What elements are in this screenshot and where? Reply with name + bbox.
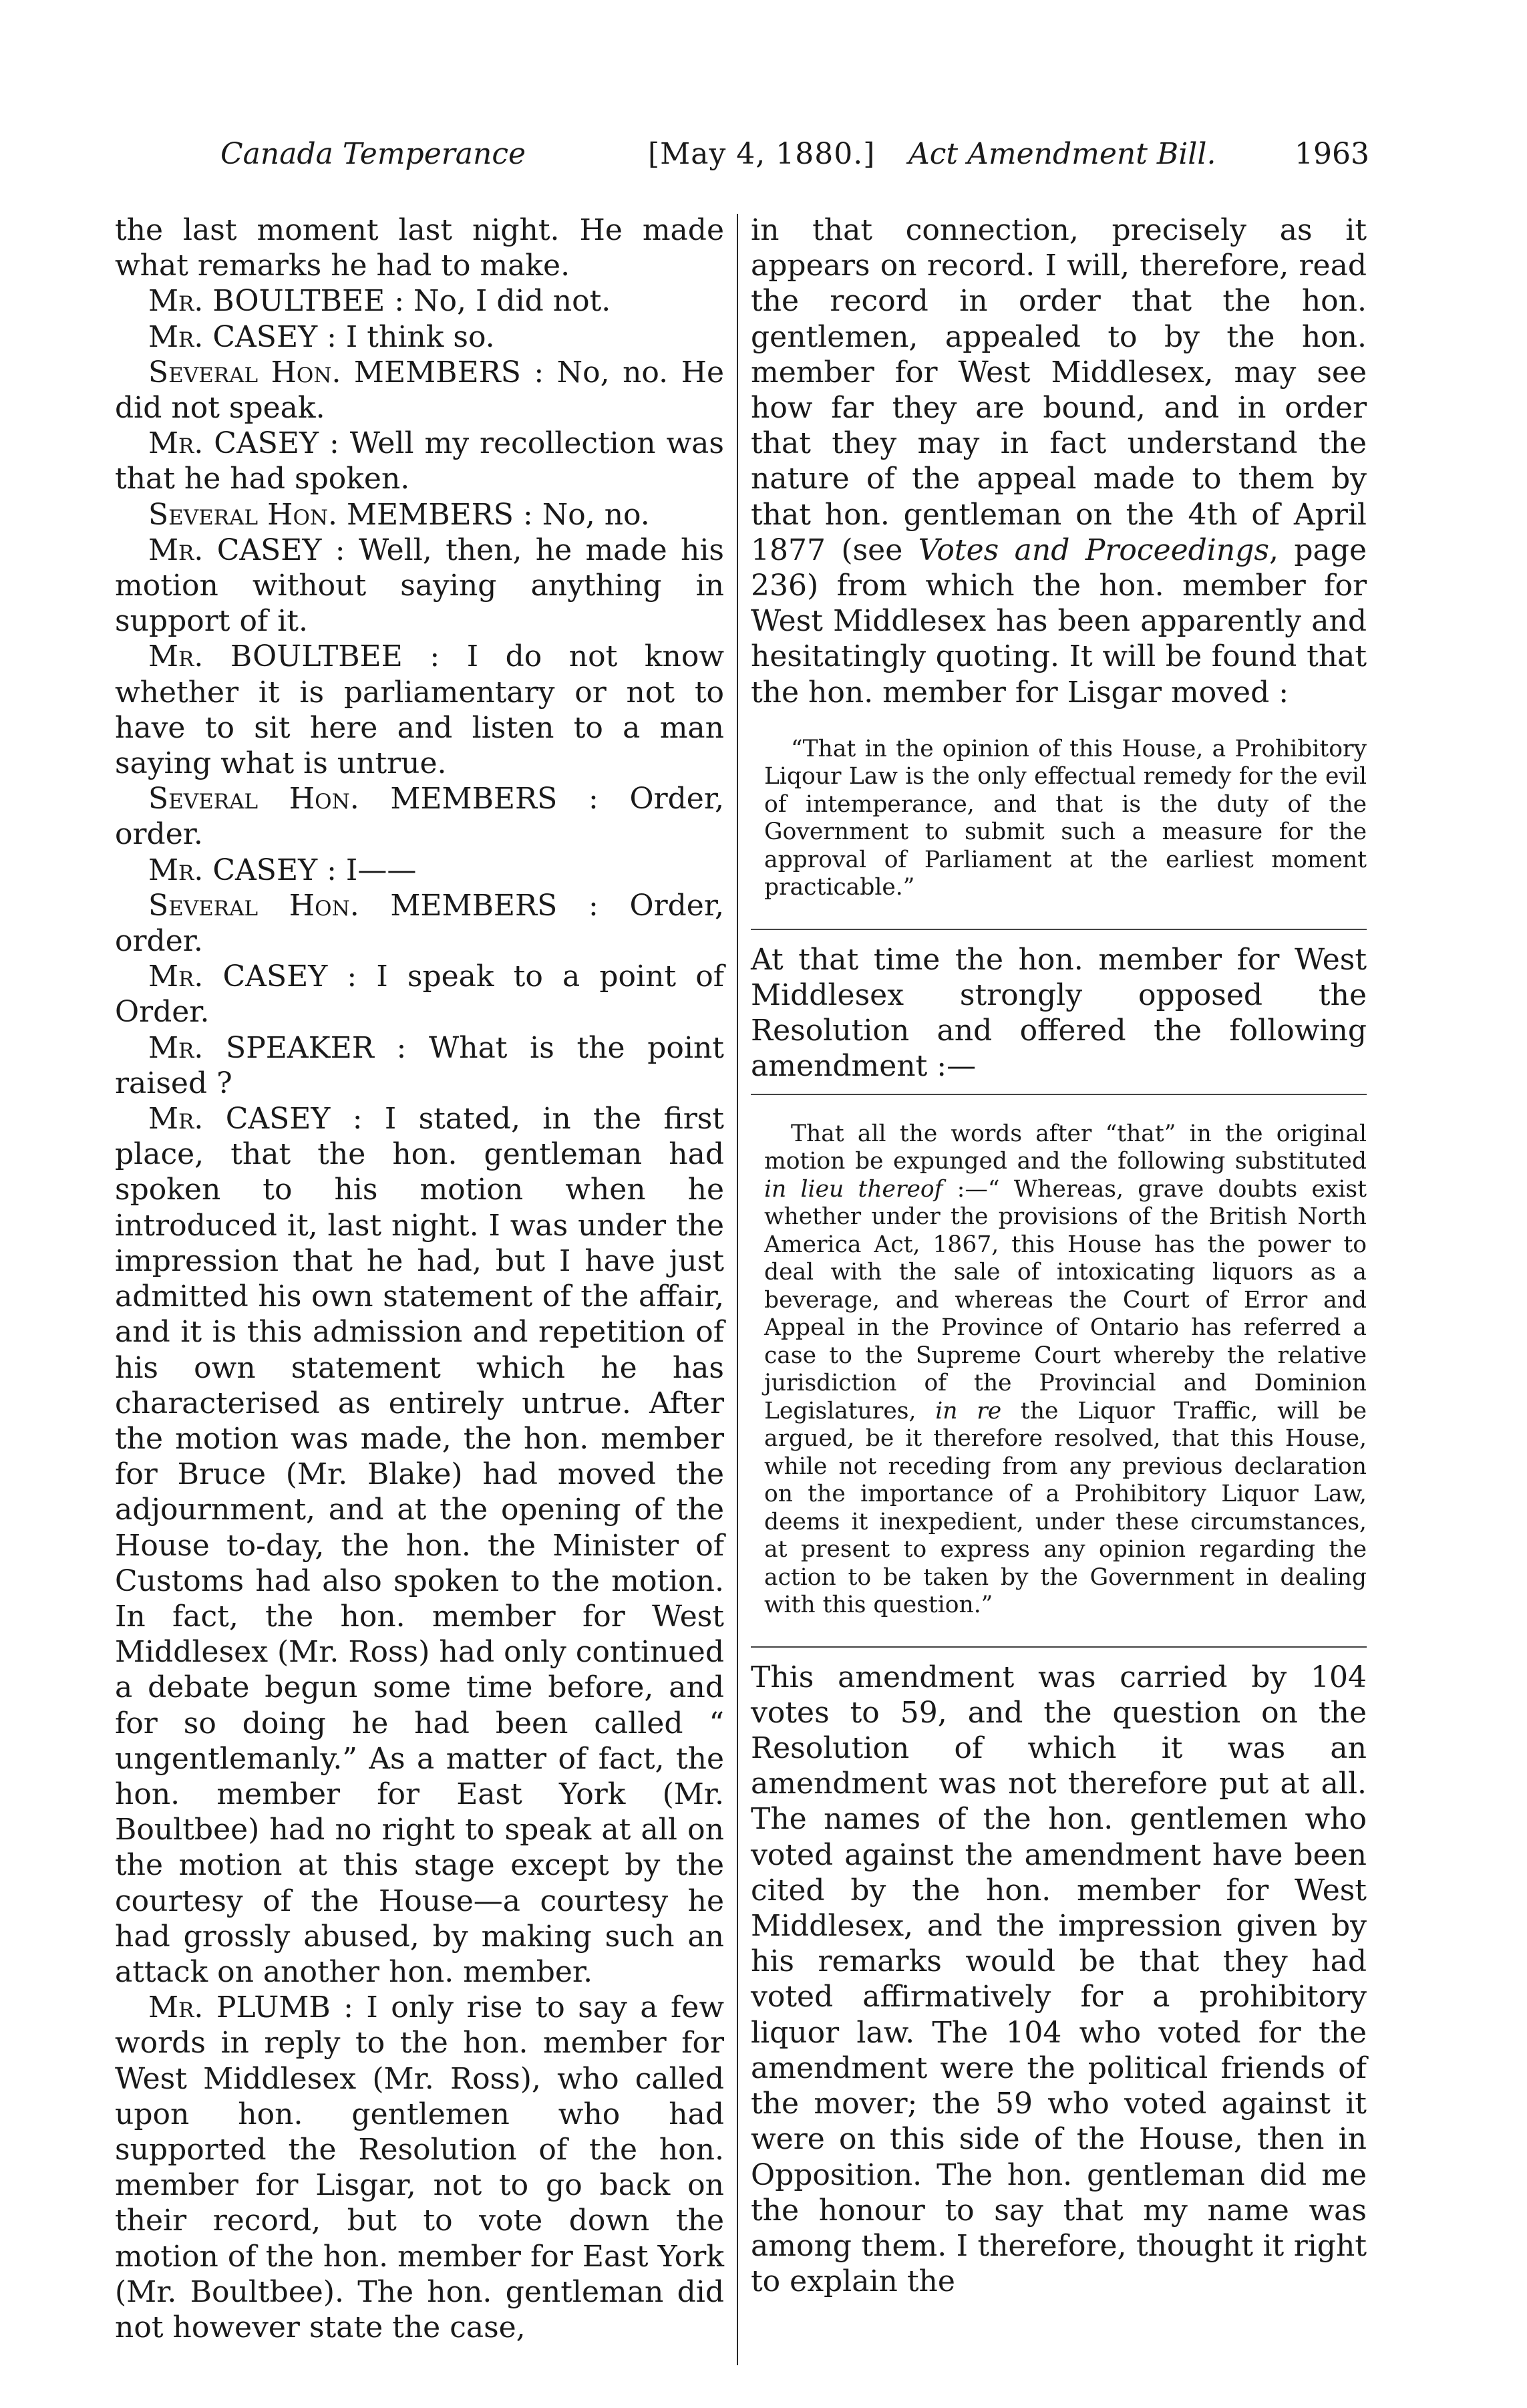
speaker-name: Several Hon. MEMBERS <box>148 497 514 532</box>
paragraph: Mr. CASEY : I think so. <box>148 319 495 354</box>
paragraph: Several Hon. MEMBERS : Order, order. <box>115 888 724 959</box>
paragraph: in that connection, precisely as it appears on record. I will, therefore, read the record in order that the hon. gentlemen, appealed to by the hon. member for West Middlesex, may see how far they are bound, and in order that they may in fact understand the nature of the appeal made to them by that hon. gentleman on the 4th of April 1877 (see Votes and Proceedings, page 236) from which the hon. member for West Middlesex has been apparently and hesitatingly quoting. It will be found that the hon. member for Lisgar moved : <box>751 213 1367 710</box>
speaker-name: Several Hon. MEMBERS <box>148 888 558 923</box>
right-column <box>751 212 1367 2299</box>
speaker-name: Mr. CASEY <box>148 959 328 994</box>
column-divider <box>737 214 738 2365</box>
paragraph: Mr. CASEY : I stated, in the first place, that the hon. gentleman had spoken to his motion when he introduced it, last night. I was under the impression that he had, but I have just admitted his own statement of the affair, and it is this admission and repetition of his own statement which he has characterised as entirely untrue. After the motion was made, the hon. member for Bruce (Mr. Blake) had moved the adjournment, and at the opening of the House to-day, the hon. the Minister of Customs had also spoken to the motion. In fact, the hon. member for West Middlesex (Mr. Ross) had only continued a debate begun some time before, and for so doing he had been called “ ungentlemanly.” As a matter of fact, the hon. member for East York (Mr. Boultbee) had no right to speak at all on the motion at this stage except by the courtesy of the House—a courtesy he had grossly abused, by making such an attack on another hon. member. <box>115 1102 724 1989</box>
running-head-left-title: Canada Temperance <box>220 137 526 171</box>
paragraph: Mr. CASEY : I—— <box>148 853 417 887</box>
paragraph: Several Hon. MEMBERS : No, no. <box>148 497 650 532</box>
paragraph: the last moment last night. He made what remarks he had to make. <box>115 213 724 283</box>
horizontal-rule <box>751 929 1367 930</box>
speaker-name: Mr. BOULTBEE <box>148 284 385 319</box>
speaker-name: Mr. CASEY <box>148 853 318 887</box>
speaker-name: Several Hon. MEMBERS <box>148 355 521 390</box>
paragraph: Mr. BOULTBEE : No, I did not. <box>148 284 611 319</box>
page-number: 1963 <box>1295 137 1369 171</box>
paragraph: Mr. CASEY : Well my recollection was that he had spoken. <box>115 426 724 496</box>
speaker-name: Mr. SPEAKER <box>148 1030 374 1065</box>
block-quote-motion: “That in the opinion of this House, a Prohibitory Liqour Law is the only effectual remedy for the evil of intemperance, and that is the duty of the Government to submit such a measure for the approval of Parliament at the earliest moment practicable.” <box>764 735 1367 901</box>
speaker-name: Mr. CASEY <box>148 319 318 354</box>
speaker-name: Mr. BOULTBEE <box>148 639 403 674</box>
paragraph: Mr. SPEAKER : What is the point raised ? <box>115 1030 724 1100</box>
speaker-name: Mr. CASEY <box>148 426 319 461</box>
left-column <box>115 212 724 2345</box>
running-head <box>220 137 1369 184</box>
speaker-name: Mr. CASEY <box>148 533 322 567</box>
paragraph: At that time the hon. member for West Middlesex strongly opposed the Resolution and offered the following amendment :— <box>751 942 1367 1084</box>
paragraph: Several Hon. MEMBERS : Order, order. <box>115 782 724 852</box>
paragraph: Mr. PLUMB : I only rise to say a few words in reply to the hon. member for West Middlesex (Mr. Ross), who called upon hon. gentlemen who had supported the Resolution of the hon. member for Lisgar, not to go back on their record, but to vote down the motion of the hon. member for East York (Mr. Boultbee). The hon. gentleman did not however state the case, <box>115 1990 724 2345</box>
paragraph: This amendment was carried by 104 votes to 59, and the question on the Resolution of which it was an amendment was not therefore put at all. The names of the hon. gentlemen who voted against the amendment have been cited by the hon. member for West Middlesex, and the impression given by his remarks would be that they had voted affirmatively for a prohibitory liquor law. The 104 who voted for the amendment were the political friends of the mover; the 59 who voted against it were on this side of the House, then in Opposition. The hon. gentleman did me the honour to say that my name was among them. I therefore, thought it right to explain the <box>751 1660 1367 2299</box>
speaker-name: Mr. PLUMB <box>148 1990 331 2025</box>
running-head-date: [May 4, 1880.] <box>648 137 876 171</box>
paragraph: Mr. CASEY : Well, then, he made his motion without saying anything in support of it. <box>115 533 724 639</box>
speaker-name: Mr. CASEY <box>148 1102 331 1137</box>
paragraph: Several Hon. MEMBERS : No, no. He did not speak. <box>115 355 724 426</box>
paragraph: Mr. BOULTBEE : I do not know whether it is parliamentary or not to have to sit here and listen to a man saying what is untrue. <box>115 639 724 781</box>
speaker-name: Several Hon. MEMBERS <box>148 782 558 816</box>
horizontal-rule <box>751 1646 1367 1648</box>
running-head-right-title: Act Amendment Bill. <box>908 137 1216 171</box>
paragraph: Mr. CASEY : I speak to a point of Order. <box>115 959 724 1030</box>
horizontal-rule <box>751 1094 1367 1095</box>
block-quote-amendment: That all the words after “that” in the original motion be expunged and the following substituted in lieu thereof :—“ Whereas, grave doubts exist whether under the provisions of the British North America Act, 1867, this House has the power to deal with the sale of intoxicating liquors as a beverage, and whereas the Court of Error and Appeal in the Province of Ontario has referred a case to the Supreme Court whereby the relative jurisdiction of the Provincial and Dominion Legislatures, in re the Liquor Traffic, will be argued, be it therefore resolved, that this House, while not receding from any previous declaration on the importance of a Prohibitory Liquor Law, deems it inexpedient, under these circumstances, at present to express any opinion regarding the action to be taken by the Government in dealing with this question.” <box>764 1120 1367 1619</box>
